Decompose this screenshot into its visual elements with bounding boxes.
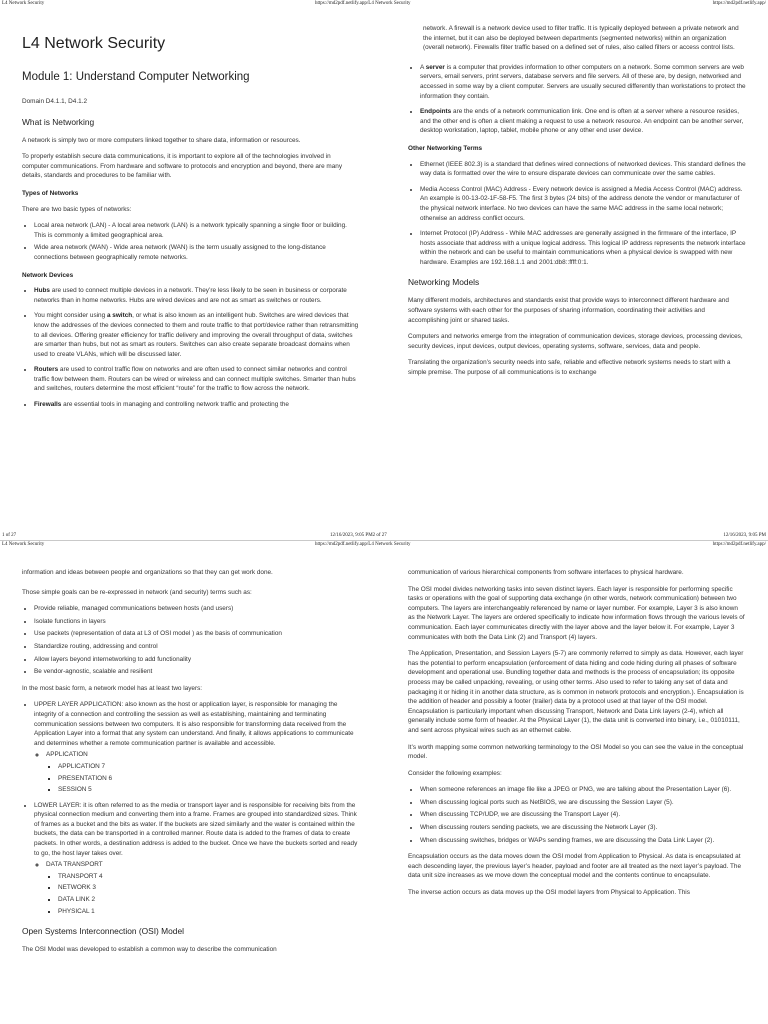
term-description: , or what is also known as an intelligent hub. Switches are wired devices that know the addresses of the devices connected to them and route traffic to that port/device rather than retransmitting to all devices. Offering greater efficiency for traffic delivery and improving the overall throughput of data, switches are smarter than hubs, but not as smart as routers. Switches can also create separate broadcast domains when used to create VLANs, which will be discussed later.	[34, 312, 359, 358]
list-item: • Wide area network (WAN) - Wide area network (WAN) is the term usually assigned to the long-distance connections between geographically remote networks.	[34, 243, 359, 262]
subheading-types-of-networks: Types of Networks	[22, 189, 79, 197]
list-item-routers	[34, 365, 359, 394]
network-devices-list	[22, 286, 359, 410]
term-description: are the ends of a network communication link. One end is often at a server where a resource resides, and the other end is often a client making a request to use a network resource. An endpoint can be another server, desktop workstation, laptop, tablet, mobile phone or any other end user device.	[420, 108, 744, 135]
list-item-hubs	[34, 286, 359, 305]
paragraph: communication of various hierarchical components from software interfaces to physical hardware.	[408, 569, 684, 576]
paragraph: Many different models, architectures and standards exist that provide ways to interconnect different hardware and software systems with each other for the purposes of sharing information, coordinating their activities and accomplishing joint or shared tasks.	[408, 297, 729, 324]
term-description: are used to connect multiple devices in a network. They’re less likely to be seen in business or corporate networks than in home networks. Hubs are wired devices and are not as smart as switches or routers.	[34, 287, 347, 304]
list-item-switch	[34, 311, 359, 359]
document-title: L4 Network Security	[22, 35, 166, 52]
term-bold: Firewalls	[34, 401, 62, 409]
paragraph: The OSI model divides networking tasks into seven distinct layers. Each layer is responsible for performing specific tasks or operations with the goal of supporting data exchange (in other words, network communication) between two computers. The layers are interchangeably referenced by name or layer number. For example, Layer 3 is also known as the Network Layer. The layers are ordered specifically to indicate how information flows through the various levels of communication. Each layer communicates directly with the layer above and the layer below it. For example, Layer 3 communicates with both the Data Link (2) and Transport (4) layers.	[408, 585, 745, 641]
subheading-other-networking-terms: Other Networking Terms	[408, 144, 483, 152]
group-label: DATA TRANSPORT	[46, 861, 103, 869]
nested-list	[46, 762, 360, 795]
paragraph: There are two basic types of networks:	[22, 205, 132, 213]
page2-right-column	[408, 568, 746, 905]
other-terms-list	[408, 160, 746, 268]
term-description: is a computer that provides information to other computers on a network. Some common servers are web servers, email servers, print servers, database servers and file servers. All of these are, by design, networked and accessed in some way by a client computer. Servers are usually secured differently than workstations to protect the information they contain.	[420, 63, 746, 100]
paragraph-firewall-continued: network. A firewall is a network device used to filter traffic. It is typically deployed between a private network and the internet, but it can also be deployed between departments (segmented networks) within an organization (overall network). Firewalls filter traffic based on a defined set of rules, also called filters or access control lists.	[423, 25, 739, 52]
list-item: ▪ SESSION 5	[58, 785, 360, 795]
list-item: • Allow layers beyond internetworking to add functionality	[34, 655, 360, 665]
nested-list	[34, 860, 360, 916]
network-devices-list-continued	[408, 63, 746, 136]
examples-list	[408, 785, 746, 845]
list-item: • Ethernet (IEEE 802.3) is a standard that defines wired connections of networked devices. This standard defines the way data is formatted over the wire to ensure disparate devices can communicate over the same cables.	[420, 160, 746, 179]
page-header-left: L4 Network Security	[2, 542, 45, 547]
list-item: • Use packets (representation of data at L3 of OSI model ) as the basis of communication	[34, 629, 360, 639]
layers-list	[22, 700, 360, 916]
term-bold: Endpoints	[420, 108, 452, 116]
list-item: ▪ PHYSICAL 1	[58, 907, 360, 917]
list-item	[46, 750, 360, 794]
list-item: • Media Access Control (MAC) Address - Every network device is assigned a Media Access Control (MAC) address. An example is 00-13-02-1F-58-F5. The first 3 bytes (24 bits) of the address denote the vendor or manufacturer of the physical network interface. No two devices can have the same MAC address in the same local network; otherwise an address conflict occurs.	[420, 185, 746, 223]
list-item: • Standardize routing, addressing and control	[34, 642, 360, 652]
list-item: • Isolate functions in layers	[34, 617, 360, 627]
term-bold: Hubs	[34, 287, 50, 295]
term-bold: a switch	[106, 312, 133, 320]
list-item-firewalls	[34, 400, 359, 410]
paragraph: Computers and networks emerge from the integration of communication devices, storage devices, processing devices, security devices, input devices, output devices, operating systems, software, services, data and people.	[408, 333, 743, 350]
paragraph: The OSI Model was developed to establish a common way to describe the communication	[22, 946, 277, 954]
list-item-lower-layer	[34, 801, 360, 917]
layer-description: LOWER LAYER: it is often referred to as the media or transport layer and is responsible for receiving bits from the physical connection medium and converting them into a frame. Frames are grouped into standardized sizes. Think of frames as a bucket and the bits as water. If the buckets are sized similarly and the water is contained within the buckets, the data can be transported in a controlled manner. Route data is added to the frames of data to create packets. In other words, a destination address is added to the bucket. Once we have the buckets sorted and ready to go, the host layer takes over.	[34, 801, 358, 857]
list-item: • Internet Protocol (IP) Address - While MAC addresses are generally assigned in the firmware of the interface, IP hosts associate that address with a unique logical address. This logical IP address represents the network interface within the network and can be useful to maintain communications when a physical device is swapped with new hardware. Examples are 192.168.1.1 and 2001:db8::ffff:0:1.	[420, 229, 746, 267]
term-description: are essential tools in managing and controlling network traffic and protecting the	[61, 401, 289, 409]
list-item: • When discussing switches, bridges or WAPs sending frames, we are discussing the Data Link Layer (2).	[420, 836, 746, 846]
network-types-list	[22, 221, 359, 262]
list-item: • When discussing TCP/UDP, we are discussing the Transport Layer (4).	[420, 810, 746, 820]
list-item: • When discussing routers sending packets, we are discussing the Network Layer (3).	[420, 823, 746, 833]
paragraph: Consider the following examples:	[408, 769, 502, 777]
text: A	[420, 63, 426, 71]
list-item-upper-layer	[34, 700, 360, 794]
page1-left-column	[22, 34, 359, 417]
section-heading-what-is-networking: What is Networking	[22, 116, 95, 127]
page-header-left: L4 Network Security	[2, 1, 45, 6]
nested-list	[34, 750, 360, 794]
paragraph: The Application, Presentation, and Session Layers (5-7) are commonly referred to simply as data. However, each layer has the potential to perform encapsulation (enforcement of data hiding and code hiding during all phases of software development and operational use. Bundling together data and methods is the process of encapsulation; its opposite process may be called unpacking, revealing, or using other terms. Also used to refer to taking any set of data and packaging it or hiding it in another data structure, as is common in network protocols and encryption.). Encapsulation is the addition of header and possibly a footer (trailer) data by a protocol used at that layer of the OSI model. Encapsulation is particularly important when discussing Transport, Network and Data Link layers (2-4), which all generally include some form of header. At the Physical Layer (1), the data unit is converted into binary, i.e., 01010111, and sent across physical wires such as an ethernet cable.	[408, 650, 744, 734]
page-header-center: https://md2pdf.netlify.app/L4 Network Security	[315, 1, 411, 6]
page-header-center: https://md2pdf.netlify.app/L4 Network Security	[315, 542, 411, 547]
paragraph: To properly establish secure data communications, it is important to explore all of the technologies involved in computer communications. From hardware and software to protocols and encryption and beyond, there are many details, standards and procedures to be familiar with.	[22, 153, 343, 180]
list-item: • Provide reliable, managed communications between hosts (and users)	[34, 604, 360, 614]
section-heading-osi-model: Open Systems Interconnection (OSI) Model	[22, 926, 184, 937]
page-header-right: https://md2pdf.netlify.app/	[712, 542, 766, 547]
list-item	[46, 860, 360, 916]
term-description: are used to control traffic flow on networks and are often used to connect similar networks and control traffic flow between them. Routers can be wired or wireless and can connect multiple switches. Smarter than hubs and switches, routers determine the most efficient “route” for the traffic to flow across the network.	[34, 366, 356, 393]
list-item: • When discussing logical ports such as NetBIOS, we are discussing the Session Layer (5).	[420, 798, 746, 808]
group-label: APPLICATION	[46, 751, 88, 759]
list-item: ▪ PRESENTATION 6	[58, 774, 360, 784]
list-item-endpoints	[420, 107, 746, 136]
paragraph: It’s worth mapping some common networking terminology to the OSI Model so you can see the value in the conceptual model.	[408, 743, 744, 761]
page1-right-column	[408, 24, 746, 385]
list-item-server	[420, 63, 746, 101]
list-item: ▪ APPLICATION 7	[58, 762, 360, 772]
nested-list	[46, 872, 360, 916]
term-bold: server	[425, 63, 445, 71]
page-header-right: https://md2pdf.netlify.app/	[712, 1, 766, 6]
list-item: ▪ TRANSPORT 4	[58, 872, 360, 882]
term-bold: Routers	[34, 366, 59, 374]
paragraph: Those simple goals can be re-expressed in network (and security) terms such as:	[22, 588, 252, 596]
goals-list	[22, 604, 360, 677]
list-item: • Be vendor-agnostic, scalable and resilient	[34, 667, 360, 677]
paragraph: information and ideas between people and organizations so that they can get work done.	[22, 569, 273, 576]
module-title: Module 1: Understand Computer Networking	[22, 71, 250, 83]
paragraph: The inverse action occurs as data moves up the OSI model layers from Physical to Application. This	[408, 889, 690, 897]
page-footer-right: 12/16/2023, 9:05 PM	[723, 533, 766, 538]
subheading-network-devices: Network Devices	[22, 271, 74, 279]
list-item: • When someone references an image file like a JPEG or PNG, we are talking about the Presentation Layer (6).	[420, 785, 746, 795]
list-item: • Local area network (LAN) - A local area network (LAN) is a network typically spanning a single floor or building. This is commonly a limited geographical area.	[34, 221, 359, 240]
page-footer-center: 12/16/2023, 9:05 PM2 of 27	[330, 533, 387, 538]
layer-description: UPPER LAYER APPLICATION: also known as the host or application layer, is responsible for managing the integrity of a connection and controlling the session as well as establishing, maintaining and terminating communication sessions between two computers. It is also responsible for transforming data received from the Application Layer into a format that any system can understand. And finally, it allows applications to communicate and determines whether a remote communication partner is available and accessible.	[34, 701, 354, 747]
section-heading-networking-models: Networking Models	[408, 277, 480, 288]
list-item: ▪ DATA LINK 2	[58, 895, 360, 905]
paragraph: In the most basic form, a network model has at least two layers:	[22, 684, 203, 692]
list-item: ▪ NETWORK 3	[58, 883, 360, 893]
page-footer-left: 1 of 27	[2, 533, 17, 538]
pdf-page-2	[0, 541, 768, 1024]
paragraph: A network is simply two or more computers linked together to share data, information or resources.	[22, 136, 301, 144]
domain-reference: Domain D4.1.1, D4.1.2	[22, 98, 88, 105]
paragraph: Encapsulation occurs as the data moves down the OSI model from Application to Physical. As data is encapsulated at each descending layer, the previous layer’s header, payload and footer are all treated as the next layer’s payload. The data unit size increases as we move down the conceptual model and the contents continue to encapsulate.	[408, 853, 742, 880]
text: You might consider using	[34, 312, 107, 320]
page2-left-column	[22, 568, 360, 962]
paragraph: Translating the organization’s security needs into safe, reliable and effective network systems needs to start with a simple premise. The purpose of all communications is to exchange	[408, 359, 731, 377]
